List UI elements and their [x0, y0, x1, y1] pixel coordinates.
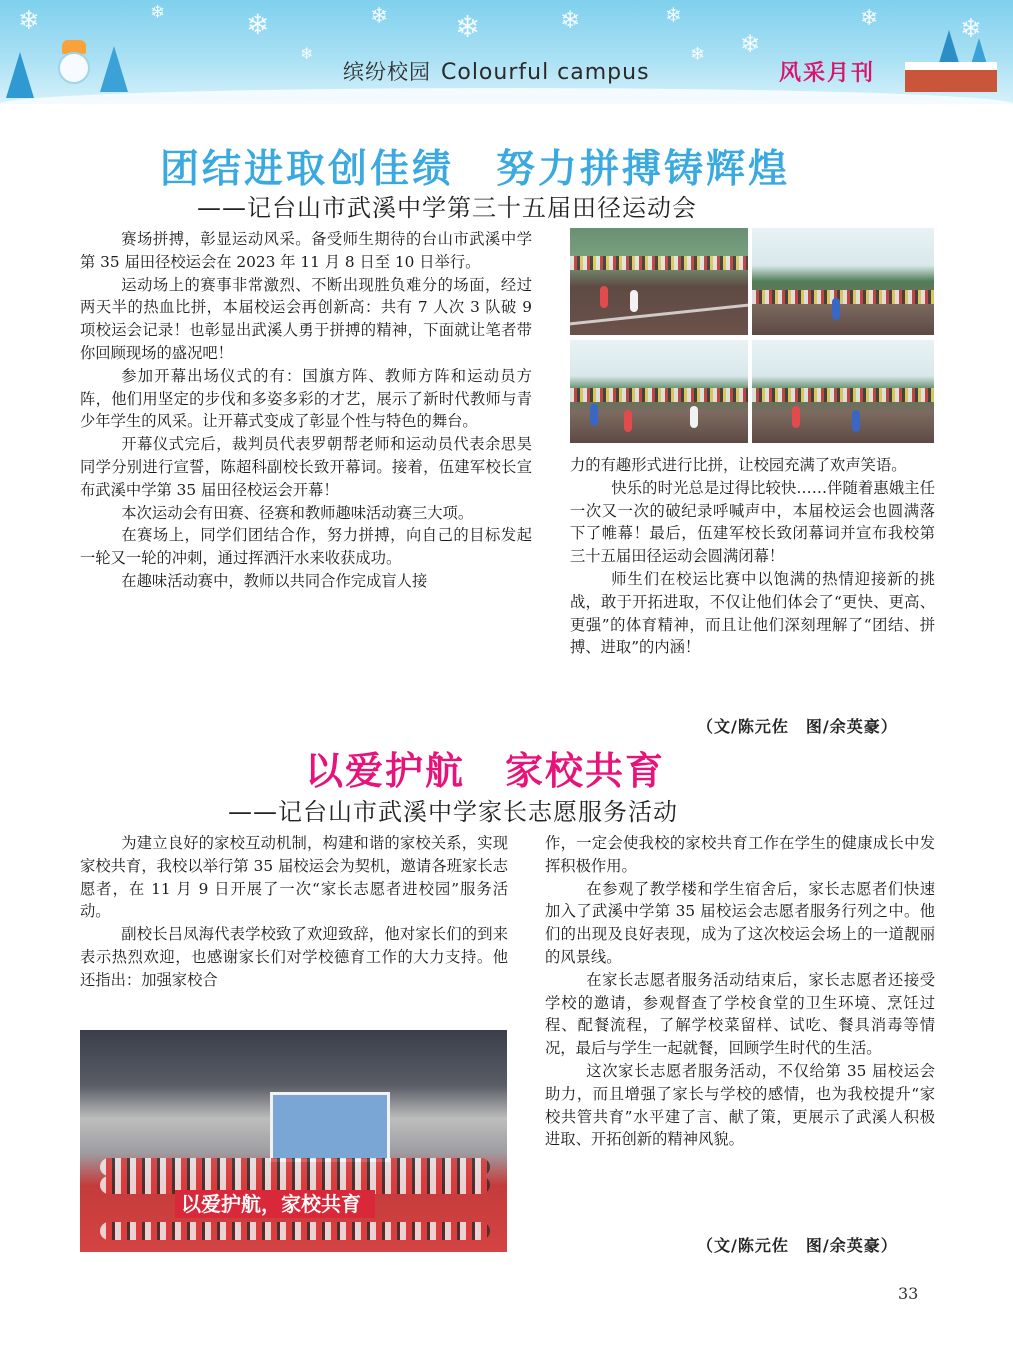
article2-right-column	[545, 832, 935, 1151]
snowflake-icon: ❄	[665, 3, 682, 27]
paragraph: 参加开幕出场仪式的有：国旗方阵、教师方阵和运动员方阵，他们用坚定的步伐和多姿多彩的才艺，展示了新时代教师与青少年学生的风采。让开幕式变成了彰显个性与特色的舞台。	[80, 366, 532, 431]
snowflake-icon: ❄	[150, 2, 166, 23]
tree-icon	[100, 46, 128, 92]
sports-photo-1	[570, 228, 748, 335]
house-icon	[905, 62, 997, 92]
snowflake-icon: ❄	[370, 4, 389, 29]
snowflake-icon: ❄	[960, 14, 982, 44]
snowflake-icon: ❄	[455, 10, 481, 45]
group-photo	[80, 1030, 507, 1252]
paragraph: 在参观了教学楼和学生宿舍后，家长志愿者们快速加入了武溪中学第 35 届校运会志愿者服务行列之中。他们的出现及良好表现，成为了这次校运会场上的一道靓丽的风景线。	[545, 879, 935, 966]
paragraph: 副校长吕凤海代表学校致了欢迎致辞，他对家长们的到来表示热烈欢迎，也感谢家长们对学校德育工作的大力支持。他还指出：加强家校合	[80, 925, 508, 989]
paragraph-continuation: 力的有趣形式进行比拼，让校园充满了欢声笑语。	[570, 456, 907, 474]
sports-photo-3	[570, 340, 748, 443]
snowflake-icon: ❄	[246, 8, 270, 41]
snowflake-icon: ❄	[560, 6, 581, 34]
snowflake-icon: ❄	[300, 44, 314, 63]
article2-credit: （文/陈元佐 图/余英豪）	[697, 1236, 898, 1255]
paragraph: 这次家长志愿者服务活动，不仅给第 35 届校运会助力，而且增强了家长与学校的感情，也为我校提升“家校共管共育”水平建了言、献了策，更展示了武溪人积极进取、开拓创新的精神风貌。	[545, 1061, 935, 1149]
magazine-name: 风采月刊	[779, 61, 876, 86]
section-title-cn: 缤纷校园	[343, 60, 431, 84]
snow-ground	[0, 88, 1013, 104]
article1-credit: （文/陈元佐 图/余英豪）	[697, 717, 898, 736]
projector-screen	[270, 1092, 390, 1162]
header-banner	[0, 0, 1013, 104]
paragraph: 开幕仪式完后，裁判员代表罗朝帮老师和运动员代表余思昊同学分别进行宣誓，陈超科副校长致开幕词。接着，伍建军校长宣布武溪中学第 35 届田径校运会开幕！	[80, 435, 532, 499]
snowflake-icon: ❄	[18, 6, 40, 36]
article2-left-column	[80, 832, 508, 992]
sports-photo-2	[752, 228, 934, 335]
article2-title: 以爱护航 家校共育	[305, 749, 666, 793]
article1-subtitle: ——记台山市武溪中学第三十五届田径运动会	[197, 194, 697, 222]
paragraph: 在赛场上，同学们团结合作，努力拼搏，向自己的目标发起一轮又一轮的冲刺，通过挥洒汗水来收获成功。	[80, 526, 532, 568]
photo-banner: 以爱护航，家校共育	[175, 1190, 375, 1218]
article1-right-column	[570, 454, 935, 659]
snowflake-icon: ❄	[740, 30, 761, 58]
paragraph: 运动场上的赛事非常激烈、不断出现胜负难分的场面，经过两天半的热血比拼，本届校运会再创新高：共有 7 人次 3 队破 9 项校运会记录！也彰显出武溪人勇于拼搏的精神，下面就让笔者带你回顾现场的盛况吧！	[80, 275, 532, 362]
paragraph: 在趣味活动赛中，教师以共同合作完成盲人接	[121, 571, 428, 590]
article1-title: 团结进取创佳绩 努力拼搏铸辉煌	[160, 147, 791, 192]
snowflake-icon: ❄	[690, 44, 706, 65]
paragraph: 赛场拼搏，彰显运动风采。备受师生期待的台山市武溪中学第 35 届田径校运会在 2023 年 11 月 8 日至 10 日举行。	[80, 230, 532, 271]
paragraph: 为建立良好的家校互动机制，构建和谐的家校关系，实现家校共育，我校以举行第 35 届校运会为契机，邀请各班家长志愿者，在 11 月 9 日开展了一次“家长志愿者进校园”服务活动。	[80, 834, 508, 921]
paragraph: 师生们在校运比赛中以饱满的热情迎接新的挑战，敢于开拓进取，不仅让他们体会了“更快、更高、更强”的体育精神，而且让他们深刻理解了“团结、拼搏、进取”的内涵！	[570, 569, 935, 657]
paragraph: 快乐的时光总是过得比较快……伴随着惠娥主任一次又一次的破纪录呼喊声中，本届校运会也圆满落下了帷幕！最后，伍建军校长致闭幕词并宣布我校第三十五届田径运动会圆满闭幕！	[570, 478, 935, 566]
sports-photo-4	[752, 340, 934, 443]
tree-icon	[6, 52, 34, 98]
paragraph-continuation: 作，一定会使我校的家校共育工作在学生的健康成长中发挥积极作用。	[545, 834, 935, 875]
page-number: 33	[898, 1284, 919, 1303]
article2-subtitle: ——记台山市武溪中学家长志愿服务活动	[228, 798, 678, 826]
paragraph: 在家长志愿者服务活动结束后，家长志愿者还接受学校的邀请，参观督查了学校食堂的卫生环境、烹饪过程、配餐流程，了解学校菜留样、试吃、餐具消毒等情况，最后与学生一起就餐，回顾学生时代的生活。	[545, 970, 935, 1058]
section-title-en: Colourful campus	[441, 60, 650, 85]
snowflake-icon: ❄	[860, 6, 879, 31]
snowman-icon	[58, 52, 90, 84]
paragraph: 本次运动会有田赛、径赛和教师趣味活动赛三大项。	[121, 503, 474, 522]
article1-left-column	[80, 228, 532, 593]
section-title	[343, 56, 650, 86]
